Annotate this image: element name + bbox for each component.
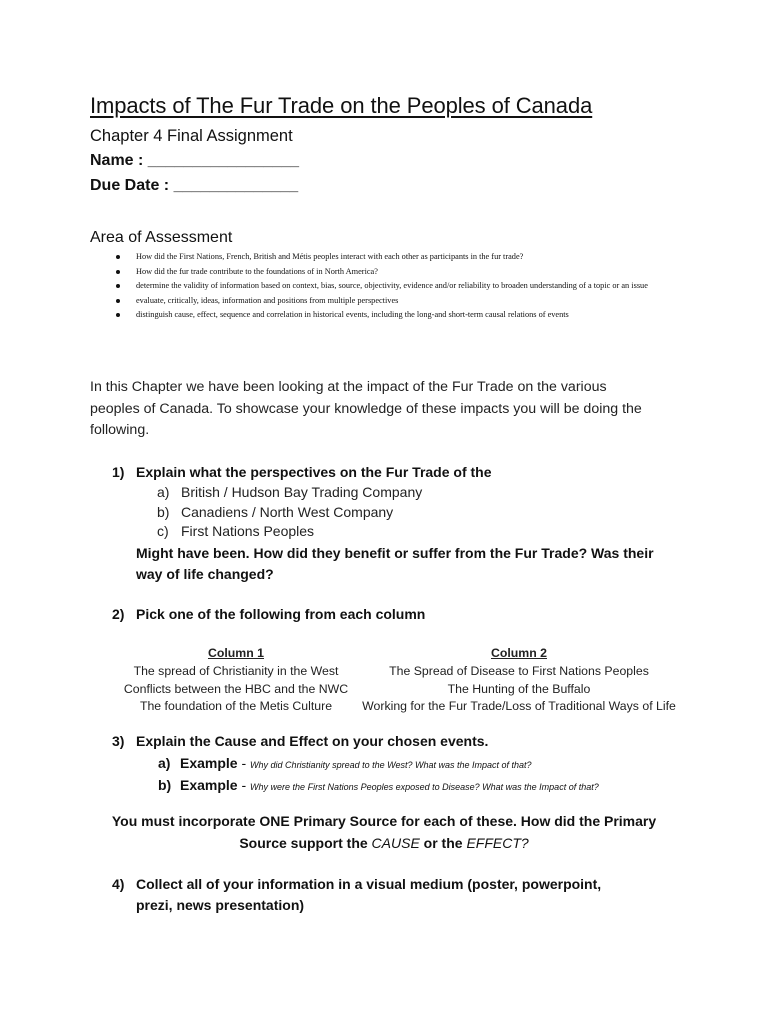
column-heading: Column 1 bbox=[207, 646, 265, 660]
question-text: Explain the Cause and Effect on your chosen events. bbox=[136, 733, 489, 749]
column-heading: Column 2 bbox=[490, 646, 548, 660]
chapter-subtitle: Chapter 4 Final Assignment bbox=[90, 127, 293, 145]
list-item: Conflicts between the HBC and the NWC bbox=[123, 681, 349, 696]
list-item: The foundation of the Metis Culture bbox=[139, 699, 333, 714]
question-4-continuation: prezi, news presentation) bbox=[136, 897, 305, 913]
list-item: The spread of Christianity in the West bbox=[133, 663, 339, 678]
list-item: determine the validity of information based on context, bias, source, objectivity, evidence and/or reliability to broaden understanding of a topic or an issue bbox=[110, 279, 680, 294]
list-item: How did the fur trade contribute to the foundations of in North America? bbox=[110, 265, 680, 280]
assessment-list bbox=[110, 250, 680, 323]
intro-paragraph: In this Chapter we have been looking at the impact of the Fur Trade on the various peoples of Canada. To showcase your knowledge of these impacts you will be doing the following. bbox=[90, 379, 642, 438]
question-number: 1) bbox=[112, 464, 125, 480]
question-text: Collect all of your information in a visual medium (poster, powerpoint, bbox=[136, 876, 602, 892]
due-date-line: Due Date : ______________ bbox=[90, 177, 299, 194]
question-2 bbox=[112, 606, 425, 622]
question-number: 2) bbox=[112, 606, 125, 622]
question-1-continuation: Might have been. How did they benefit or suffer from the Fur Trade? Was their way of life changed? bbox=[136, 545, 654, 582]
question-number: 4) bbox=[112, 876, 125, 892]
column-2 bbox=[346, 645, 692, 716]
list-item: The Hunting of the Buffalo bbox=[447, 681, 591, 696]
list-item: How did the First Nations, French, British and Métis peoples interact with each other as participants in the fur trade? bbox=[110, 250, 680, 265]
question-4 bbox=[112, 876, 601, 892]
column-1 bbox=[86, 645, 386, 716]
list-item: distinguish cause, effect, sequence and correlation in historical events, including the long-and short-term causal relations of events bbox=[110, 308, 680, 323]
name-line: Name : _________________ bbox=[90, 152, 300, 169]
question-1-options bbox=[157, 483, 422, 542]
list-item: b) Canadiens / North West Company bbox=[157, 503, 394, 520]
question-1 bbox=[112, 464, 492, 480]
list-item: Working for the Fur Trade/Loss of Traditional Ways of Life bbox=[362, 699, 676, 714]
question-text: Pick one of the following from each column bbox=[136, 606, 426, 622]
example-a: a) Example - Why did Christianity spread to the West? What was the Impact of that? bbox=[158, 755, 532, 771]
page-title: Impacts of The Fur Trade on the Peoples of Canada bbox=[90, 93, 593, 118]
list-item: The Spread of Disease to First Nations Peoples bbox=[389, 663, 649, 678]
primary-source-note: You must incorporate ONE Primary Source for each of these. How did the Primary Source support the CAUSE or the EFFECT? bbox=[111, 813, 657, 851]
assessment-heading: Area of Assessment bbox=[90, 229, 233, 246]
question-text: Explain what the perspectives on the Fur Trade of the bbox=[136, 464, 492, 480]
question-number: 3) bbox=[112, 733, 125, 749]
question-3 bbox=[112, 733, 488, 749]
example-b: b) Example - Why were the First Nations Peoples exposed to Disease? What was the Impact of that? bbox=[158, 777, 599, 793]
list-item: evaluate, critically, ideas, information and positions from multiple perspectives bbox=[110, 294, 680, 309]
list-item: a) British / Hudson Bay Trading Company bbox=[157, 484, 423, 500]
list-item: c) First Nations Peoples bbox=[157, 523, 315, 540]
